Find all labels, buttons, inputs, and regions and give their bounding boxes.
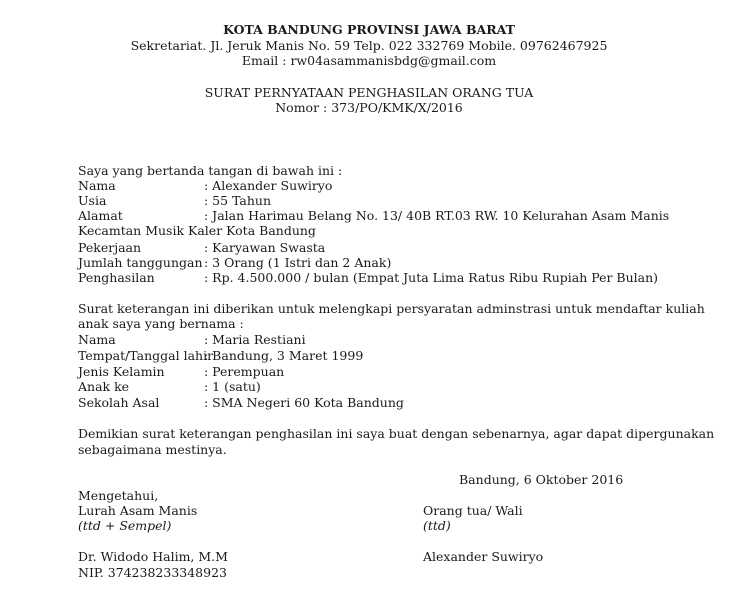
child-label-birth: Tempat/Tanggal lahir	[78, 348, 214, 363]
child-value-birth: : Bandung, 3 Maret 1999	[204, 348, 364, 363]
closing-line-2: sebagaimana mestinya.	[78, 442, 227, 457]
letterhead-email: Email : rw04asammanisbdg@gmail.com	[241, 53, 497, 68]
child-label-school: Sekolah Asal	[78, 395, 160, 410]
field-label-name: Nama	[78, 178, 116, 193]
purpose-line-1: Surat keterangan ini diberikan untuk melengkapi persyaratan adminstrasi untuk mendaftar kuliah	[78, 301, 705, 316]
purpose-line-2: anak saya yang bernama :	[78, 316, 244, 331]
child-value-name: : Maria Restiani	[204, 332, 306, 347]
acknowledged-label: Mengetahui,	[78, 488, 159, 503]
field-label-address: Alamat	[78, 208, 123, 223]
field-value-address-cont: Kecamtan Musik Kaler Kota Bandung	[78, 223, 316, 238]
intro-text: Saya yang bertanda tangan di bawah ini :	[78, 163, 343, 178]
field-label-income: Penghasilan	[78, 270, 155, 285]
child-value-gender: : Perempuan	[204, 364, 285, 379]
child-label-name: Nama	[78, 332, 116, 347]
field-value-age: : 55 Tahun	[204, 193, 272, 208]
left-signer-role: Lurah Asam Manis	[78, 503, 198, 518]
child-label-order: Anak ke	[78, 379, 130, 394]
left-signer-name: Dr. Widodo Halim, M.M	[78, 549, 228, 564]
child-label-gender: Jenis Kelamin	[78, 364, 165, 379]
field-label-age: Usia	[78, 193, 107, 208]
right-signer-role: Orang tua/ Wali	[423, 503, 523, 518]
left-signer-nip: NIP. 374238233348923	[78, 565, 227, 580]
right-signer-name: Alexander Suwiryo	[423, 549, 544, 564]
letterhead-title: KOTA BANDUNG PROVINSI JAWA BARAT	[223, 22, 515, 37]
field-value-income: : Rp. 4.500.000 / bulan (Empat Juta Lima Ratus Ribu Rupiah Per Bulan)	[204, 270, 659, 285]
right-signature-note: (ttd)	[423, 518, 451, 533]
field-value-name: : Alexander Suwiryo	[204, 178, 333, 193]
field-label-job: Pekerjaan	[78, 240, 142, 255]
place-date: Bandung, 6 Oktober 2016	[459, 472, 624, 487]
field-value-job: : Karyawan Swasta	[204, 240, 326, 255]
letter-title: SURAT PERNYATAAN PENGHASILAN ORANG TUA	[204, 85, 534, 100]
letter-number: Nomor : 373/PO/KMK/X/2016	[275, 100, 463, 115]
left-signature-note: (ttd + Sempel)	[78, 518, 172, 533]
field-label-dependents: Jumlah tanggungan	[78, 255, 203, 270]
child-value-school: : SMA Negeri 60 Kota Bandung	[204, 395, 404, 410]
letterhead-address: Sekretariat. Jl. Jeruk Manis No. 59 Telp. 022 332769 Mobile. 09762467925	[130, 38, 608, 53]
field-value-dependents: : 3 Orang (1 Istri dan 2 Anak)	[204, 255, 392, 270]
field-value-address: : Jalan Harimau Belang No. 13/ 40B RT.03 RW. 10 Kelurahan Asam Manis	[204, 208, 670, 223]
child-value-order: : 1 (satu)	[204, 379, 261, 394]
closing-line-1: Demikian surat keterangan penghasilan ini saya buat dengan sebenarnya, agar dapat dipergunakan	[78, 426, 715, 441]
